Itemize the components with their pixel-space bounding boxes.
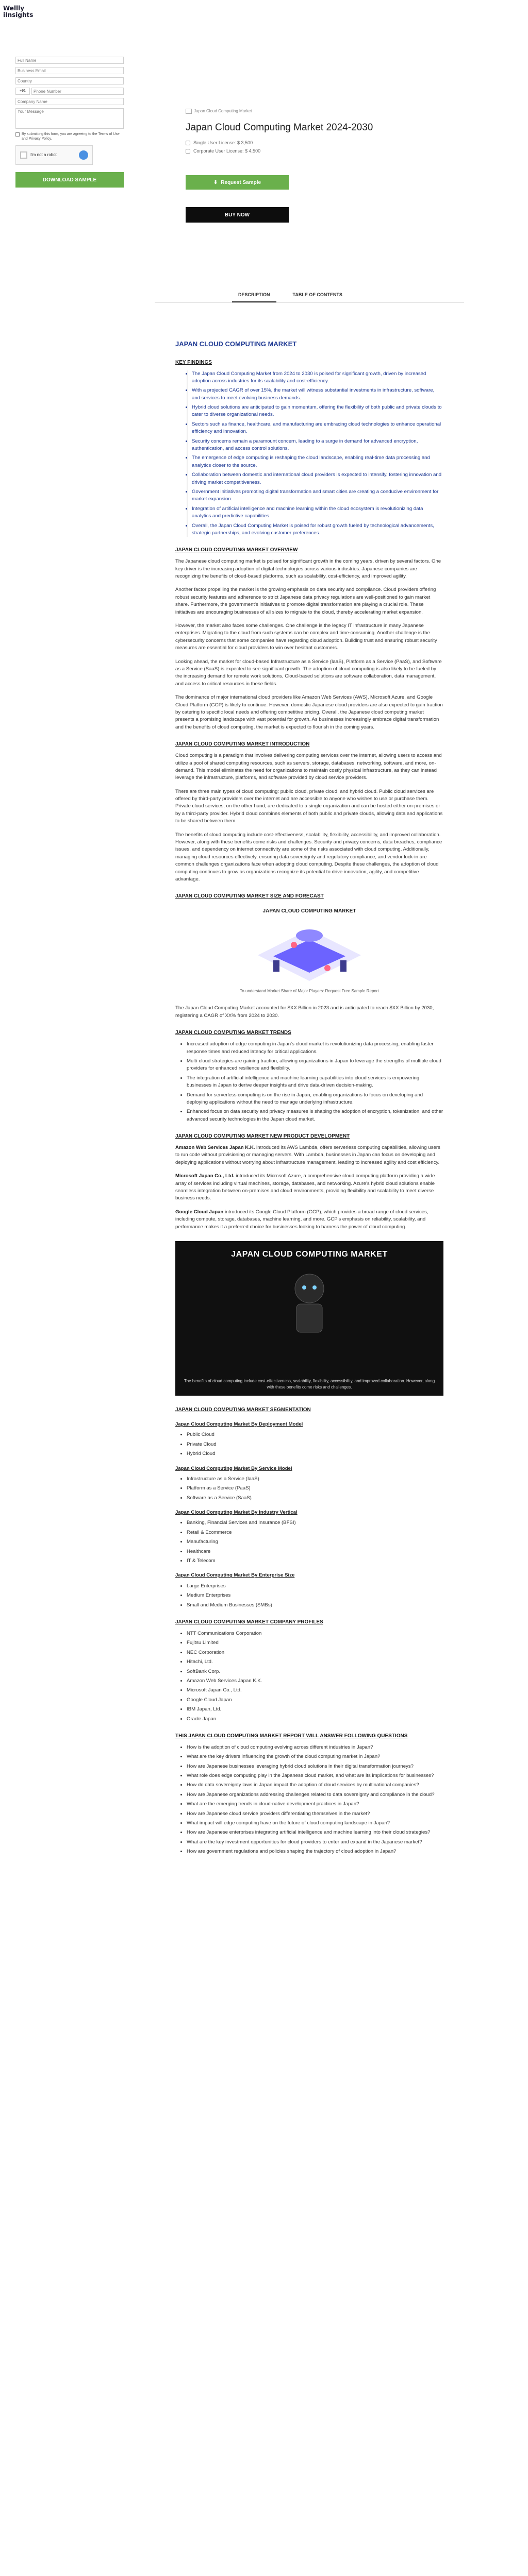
size-text: The Japan Cloud Computing Market accounted for $XX Billion in 2023 and is anticipated to reach $XX Billion by 2030, registering a CAGR of XX% from 2024 to 2030. bbox=[175, 1005, 434, 1019]
country-field[interactable] bbox=[15, 77, 124, 84]
trend-item: • The integration of artificial intelligence and machine learning capabilities into cloud services is empowering businesses in Japan to derive deeper insights and drive data-driven decision-making. bbox=[187, 1075, 443, 1090]
new-product-item bbox=[175, 1144, 443, 1166]
key-finding-item: • Overall, the Japan Cloud Computing Market is poised for robust growth fueled by technological advancements, strategic partnerships, and evolving customer preferences. bbox=[192, 522, 443, 537]
consent-text: By submitting this form, you are agreeing to the Terms of Use and Privacy Policy. bbox=[22, 132, 120, 141]
key-finding-item: • The Japan Cloud Computing Market from 2024 to 2030 is poised for significant growth, driven by increased adoption across industries for its scalability and cost-efficiency. bbox=[192, 370, 443, 385]
company-item: • NEC Corporation bbox=[187, 1649, 443, 1656]
user-icon bbox=[186, 141, 190, 145]
description-content bbox=[175, 330, 443, 1862]
segment-item: • Medium Enterprises bbox=[187, 1592, 443, 1599]
intro-paragraph: Cloud computing is a paradigm that involves delivering computing services over the internet, allowing users to access and utilize a pool of shared computing resources, such as servers, storage, databases, networking, software, and more, on-demand. This model eliminates the need for organizations to maintain costly physical infrastructure, as they can instead leverage the infrastructure, platforms, and software provided by cloud service providers. bbox=[175, 753, 442, 781]
segmentation-heading: JAPAN CLOUD COMPUTING MARKET SEGMENTATION bbox=[175, 1406, 311, 1413]
segment-title: Japan Cloud Computing Market By Deployment Model bbox=[175, 1421, 303, 1427]
key-finding-item: • With a projected CAGR of over 15%, the market will witness substantial investments in infrastructure, software, and services to meet evolving business demands. bbox=[192, 387, 443, 402]
size-heading: JAPAN CLOUD COMPUTING MARKET SIZE AND FORECAST bbox=[175, 893, 324, 900]
trend-item: • Demand for serverless computing is on the rise in Japan, enabling organizations to focus on developing and deploying applications without the need to manage underlying infrastructure. bbox=[187, 1092, 443, 1107]
dark-figure-caption: The benefits of cloud computing include cost-effectiveness, scalability, flexibility, accessibility, and improved collaboration. However, along with these benefits come risks and challenges. bbox=[184, 1378, 435, 1389]
question-item: • How do data sovereignty laws in Japan impact the adoption of cloud services by multinational companies? bbox=[187, 1782, 443, 1789]
download-icon: ⬇ bbox=[213, 179, 218, 185]
company-item: • Oracle Japan bbox=[187, 1716, 443, 1723]
key-finding-item: • Collaboration between domestic and international cloud providers is expected to intensify, fostering innovation and driving market competitiveness. bbox=[192, 471, 443, 486]
product-image-alt: Japan Cloud Computing Market bbox=[194, 109, 252, 113]
recaptcha-icon bbox=[79, 150, 88, 160]
new-product-item bbox=[175, 1173, 443, 1202]
cloud-illustration bbox=[242, 919, 376, 986]
country-code: +91 bbox=[20, 89, 26, 93]
question-item: • How are government regulations and policies shaping the trajectory of cloud adoption in Japan? bbox=[187, 1848, 443, 1855]
intro-paragraph: The benefits of cloud computing include cost-effectiveness, scalability, flexibility, accessibility, and improved collaboration. However, along with these benefits come risks and challenges. Security and privacy concerns, data breaches, compliance issues, and dependency on internet connectivity are some of the risks associated with cloud computing. Additionally, managing cloud resources effectively, ensuring data sovereignty and regulatory compliance, and vendor lock-in are common challenges organizations face when adopting cloud computing. Despite these challenges, the adoption of cloud computing continues to grow as organizations recognize its potential to drive innovation, agility, and competitive advantage. bbox=[175, 832, 442, 882]
overview-paragraph: The dominance of major international cloud providers like Amazon Web Services (AWS), Microsoft Azure, and Google Cloud Platform (GCP) is likely to continue. However, domestic Japanese cloud providers are also expected to gain traction by catering to specific local needs and offering competitive pricing. Overall, the Japanese cloud computing market presents a promising landscape with vast potential for growth. As businesses increasingly embrace digital transformation and the benefits of cloud computing, the market is expected to flourish in the coming years. bbox=[175, 694, 443, 730]
key-finding-item: • Hybrid cloud solutions are anticipated to gain momentum, offering the flexibility of both public and private clouds to cater to diverse organizational needs. bbox=[192, 404, 443, 419]
segment-list bbox=[187, 1583, 443, 1609]
brand-line2: iInsights bbox=[3, 11, 34, 19]
segment-item: • Private Cloud bbox=[187, 1441, 443, 1448]
robot-cloud-illustration bbox=[278, 1268, 340, 1340]
new-product-lead: Microsoft Japan Co., Ltd. bbox=[175, 1173, 235, 1179]
questions-heading: THIS JAPAN CLOUD COMPUTING MARKET REPORT WILL ANSWER FOLLOWING QUESTIONS bbox=[175, 1733, 408, 1739]
company-item: • NTT Communications Corporation bbox=[187, 1630, 443, 1637]
segment-item: • Small and Medium Businesses (SMBs) bbox=[187, 1602, 443, 1609]
question-item: • What are the key drivers influencing the growth of the cloud computing market in Japan? bbox=[187, 1753, 443, 1760]
buy-now-button[interactable]: BUY NOW bbox=[186, 207, 289, 223]
segment-title: Japan Cloud Computing Market By Industry Vertical bbox=[175, 1510, 298, 1516]
questions-list bbox=[187, 1744, 443, 1856]
broken-image-icon bbox=[186, 109, 192, 114]
segment-list bbox=[187, 1476, 443, 1502]
key-finding-item: • Integration of artificial intelligence and machine learning within the cloud ecosystem is revolutionizing data analytics and predictive capabilities. bbox=[192, 505, 443, 520]
new-product-lead: Amazon Web Services Japan K.K. bbox=[175, 1145, 255, 1151]
company-item: • Google Cloud Japan bbox=[187, 1697, 443, 1704]
segment-list bbox=[187, 1431, 443, 1458]
brand-logo[interactable] bbox=[3, 5, 39, 19]
tab-description[interactable]: DESCRIPTION bbox=[232, 289, 276, 302]
dark-figure bbox=[175, 1241, 443, 1396]
company-item: • Microsoft Japan Co., Ltd. bbox=[187, 1687, 443, 1694]
segment-list bbox=[187, 1519, 443, 1565]
segment-item: • Platform as a Service (PaaS) bbox=[187, 1485, 443, 1492]
segment-title: Japan Cloud Computing Market By Service Model bbox=[175, 1465, 292, 1471]
segment-item: • Public Cloud bbox=[187, 1431, 443, 1438]
overview-paragraph: Looking ahead, the market for cloud-based Infrastructure as a Service (IaaS), Platform as a Service (PaaS), and Software as a Service (SaaS) is expected to see significant growth. The adoption of cloud computing is also likely to be fueled by the increasing demand for remote work solutions, Cloud-based solutions are software collaboration, data management, and access to critical resources in these fields. bbox=[175, 658, 442, 687]
dark-figure-title: JAPAN CLOUD COMPUTING MARKET bbox=[231, 1249, 388, 1259]
name-field[interactable] bbox=[15, 57, 124, 64]
question-item: • How are Japanese enterprises integrating artificial intelligence and machine learning into their cloud strategies? bbox=[187, 1829, 443, 1836]
request-sample-label: Request Sample bbox=[221, 179, 261, 185]
new-product-list bbox=[175, 1144, 443, 1231]
overview-heading: JAPAN CLOUD COMPUTING MARKET OVERVIEW bbox=[175, 547, 298, 553]
segment-item: • Manufacturing bbox=[187, 1538, 443, 1546]
email-field[interactable] bbox=[15, 67, 124, 74]
segment-item: • Banking, Financial Services and Insurance (BFSI) bbox=[187, 1519, 443, 1527]
trends-list bbox=[187, 1041, 443, 1123]
overview-paragraph: However, the market also faces some challenges. One challenge is the legacy IT infrastructure in many Japanese enterprises. Migrating to the cloud from such systems can be complex and time-consuming. Another challenge is the cybersecurity concerns that some companies have regarding cloud adoption. Building trust and ensuring robust security measures are essential for cloud providers to win over hesitant customers. bbox=[175, 623, 437, 651]
company-item: • IBM Japan, Ltd. bbox=[187, 1706, 443, 1713]
company-item: • SoftBank Corp. bbox=[187, 1668, 443, 1675]
intro-text bbox=[175, 752, 443, 883]
trend-item: • Multi-cloud strategies are gaining traction, allowing organizations in Japan to leverage the strengths of multiple cloud providers for enhanced resilience and flexibility. bbox=[187, 1058, 443, 1073]
consent-row bbox=[15, 132, 124, 141]
main-heading: JAPAN CLOUD COMPUTING MARKET bbox=[175, 340, 297, 348]
new-product-heading: JAPAN CLOUD COMPUTING MARKET NEW PRODUCT DEVELOPMENT bbox=[175, 1133, 350, 1140]
key-finding-item: • Government initiatives promoting digital transformation and smart cities are creating a conducive environment for market expansion. bbox=[192, 488, 443, 503]
new-product-text: introduced its AWS Lambda, offers serverless computing capabilities, allowing users to run code without provisioning or managing servers. With Lambda, businesses in Japan can focus on developing and deploying applications without worrying about infrastructure management, leading to increased agility and cost efficiency. bbox=[175, 1145, 440, 1165]
content-tabs bbox=[155, 289, 464, 303]
segment-item: • Hybrid Cloud bbox=[187, 1450, 443, 1458]
key-finding-item: • Security concerns remain a paramount concern, leading to a surge in demand for advanced encryption, authentication, and access control solutions. bbox=[192, 438, 443, 453]
segmentation-list bbox=[175, 1421, 443, 1609]
intro-heading: JAPAN CLOUD COMPUTING MARKET INTRODUCTION bbox=[175, 741, 310, 748]
consent-checkbox[interactable] bbox=[15, 132, 20, 137]
phone-field[interactable] bbox=[31, 88, 124, 95]
overview-text bbox=[175, 558, 443, 731]
question-item: • What are the key investment opportunities for cloud providers to enter and expand in the Japanese market? bbox=[187, 1839, 443, 1846]
recaptcha bbox=[15, 145, 93, 165]
license-single-text: Single User License: $ 3,500 bbox=[193, 140, 253, 146]
key-finding-item: • Sectors such as finance, healthcare, and manufacturing are embracing cloud technologies to enhance operational efficiency and innovation. bbox=[192, 421, 443, 436]
size-figure-caption: To understand Market Share of Major Players: Request Free Sample Report bbox=[240, 989, 379, 994]
segment-item: • Large Enterprises bbox=[187, 1583, 443, 1590]
users-icon bbox=[186, 149, 190, 154]
brand-line1: Wellly bbox=[3, 5, 25, 12]
question-item: • How are Japanese cloud service providers differentiating themselves in the market? bbox=[187, 1810, 443, 1818]
product-header bbox=[186, 108, 402, 223]
company-list bbox=[187, 1630, 443, 1723]
captcha-checkbox[interactable] bbox=[20, 151, 27, 159]
trends-heading: JAPAN CLOUD COMPUTING MARKET TRENDS bbox=[175, 1030, 291, 1036]
download-sample-button[interactable]: DOWNLOAD SAMPLE bbox=[15, 172, 124, 188]
question-item: • How are Japanese businesses leveraging hybrid cloud solutions in their digital transformation journeys? bbox=[187, 1763, 443, 1770]
new-product-lead: Google Cloud Japan bbox=[175, 1209, 224, 1215]
request-sample-button[interactable] bbox=[186, 175, 289, 190]
tab-table-of-contents[interactable]: TABLE OF CONTENTS bbox=[292, 292, 342, 297]
question-item: • How are Japanese organizations addressing challenges related to data sovereignty and compliance in the cloud? bbox=[187, 1791, 443, 1799]
intro-paragraph: There are three main types of cloud computing: public cloud, private cloud, and hybrid cloud. Public cloud services are offered by third-party providers over the internet and are accessible to anyone who wishes to use or purchase them. Private cloud services, on the other hand, are dedicated to a single organization and can be hosted either on-premises or by a third-party provider. Hybrid cloud combines elements of both public and private clouds, allowing data and applications to be shared between them. bbox=[175, 788, 443, 824]
company-item: • Hitachi, Ltd. bbox=[187, 1658, 443, 1666]
question-item: • How is the adoption of cloud computing evolving across different industries in Japan? bbox=[187, 1744, 443, 1751]
key-finding-item: • The emergence of edge computing is reshaping the cloud landscape, enabling real-time data processing and analytics closer to the source. bbox=[192, 454, 443, 469]
company-item: • Amazon Web Services Japan K.K. bbox=[187, 1677, 443, 1685]
key-findings-list bbox=[187, 370, 443, 537]
segment-item: • Retail & Ecommerce bbox=[187, 1529, 443, 1536]
segment-item: • Healthcare bbox=[187, 1548, 443, 1555]
license-corporate bbox=[186, 148, 402, 155]
new-product-text: introduced its Google Cloud Platform (GCP), which provides a broad range of cloud services, including compute, storage, databases, machine learning, and more. GCP's emphasis on reliability, scalability, and performance makes it a preferred choice for businesses looking to harness the power of cloud computing. bbox=[175, 1209, 428, 1230]
segment-item: • IT & Telecom bbox=[187, 1557, 443, 1565]
new-product-text: introduced its Microsoft Azure, a comprehensive cloud computing platform providing a wide array of services including virtual machines, storage, databases, and networking. Azure's hybrid cloud solutions enable seamless integration between on-premises and cloud environments, providing flexibility and scalability to meet diverse business needs. bbox=[175, 1173, 435, 1201]
question-item: • What are the emerging trends in cloud-native development practices in Japan? bbox=[187, 1801, 443, 1808]
segment-item: • Infrastructure as a Service (IaaS) bbox=[187, 1476, 443, 1483]
trend-item: • Increased adoption of edge computing in Japan's cloud market is revolutionizing data processing, enabling faster response times and reduced latency for critical applications. bbox=[187, 1041, 443, 1056]
captcha-label: I'm not a robot bbox=[30, 152, 57, 158]
product-image bbox=[186, 108, 402, 114]
market-size-figure bbox=[175, 907, 443, 994]
license-single bbox=[186, 140, 402, 146]
sample-form bbox=[15, 57, 124, 188]
phone-row bbox=[15, 88, 124, 95]
company-item: • Fujitsu Limited bbox=[187, 1639, 443, 1647]
key-findings-heading: KEY FINDINGS bbox=[175, 359, 212, 365]
question-item: • What role does edge computing play in the Japanese cloud market, and what are its implications for businesses? bbox=[187, 1772, 443, 1780]
segment-title: Japan Cloud Computing Market By Enterprise Size bbox=[175, 1572, 295, 1579]
country-code-select[interactable] bbox=[15, 88, 30, 95]
message-field[interactable] bbox=[15, 108, 124, 129]
page-title: Japan Cloud Computing Market 2024-2030 bbox=[186, 122, 373, 133]
trend-item: • Enhanced focus on data security and privacy measures is shaping the adoption of encryption, tokenization, and other advanced security technologies in the Japan cloud market. bbox=[187, 1108, 443, 1123]
segment-item: • Software as a Service (SaaS) bbox=[187, 1495, 443, 1502]
question-item: • What impact will edge computing have on the future of cloud computing landscape in Japan? bbox=[187, 1820, 443, 1827]
company-profiles-heading: JAPAN CLOUD COMPUTING MARKET COMPANY PROFILES bbox=[175, 1619, 323, 1625]
size-figure-title: JAPAN CLOUD COMPUTING MARKET bbox=[262, 908, 356, 914]
company-field[interactable] bbox=[15, 98, 124, 105]
overview-paragraph: Another factor propelling the market is the growing emphasis on data security and compliance. Cloud providers offering robust security features and adherence to strict Japanese data privacy regulations are well-positioned to gain market share. Furthermore, the government's initiatives to promote digital transformation are playing a crucial role. These initiatives are encouraging businesses of all sizes to migrate to the cloud, thereby accelerating market expansion. bbox=[175, 587, 436, 615]
new-product-item bbox=[175, 1209, 443, 1231]
license-corporate-text: Corporate User License: $ 4,500 bbox=[193, 148, 261, 154]
overview-paragraph: The Japanese cloud computing market is poised for significant growth in the coming years, driven by several factors. One key driver is the increasing adoption of digital technologies across various industries. Japanese companies are recognizing the benefits of cloud-based platforms, such as scalability, cost-efficiency, and improved agility. bbox=[175, 558, 441, 580]
